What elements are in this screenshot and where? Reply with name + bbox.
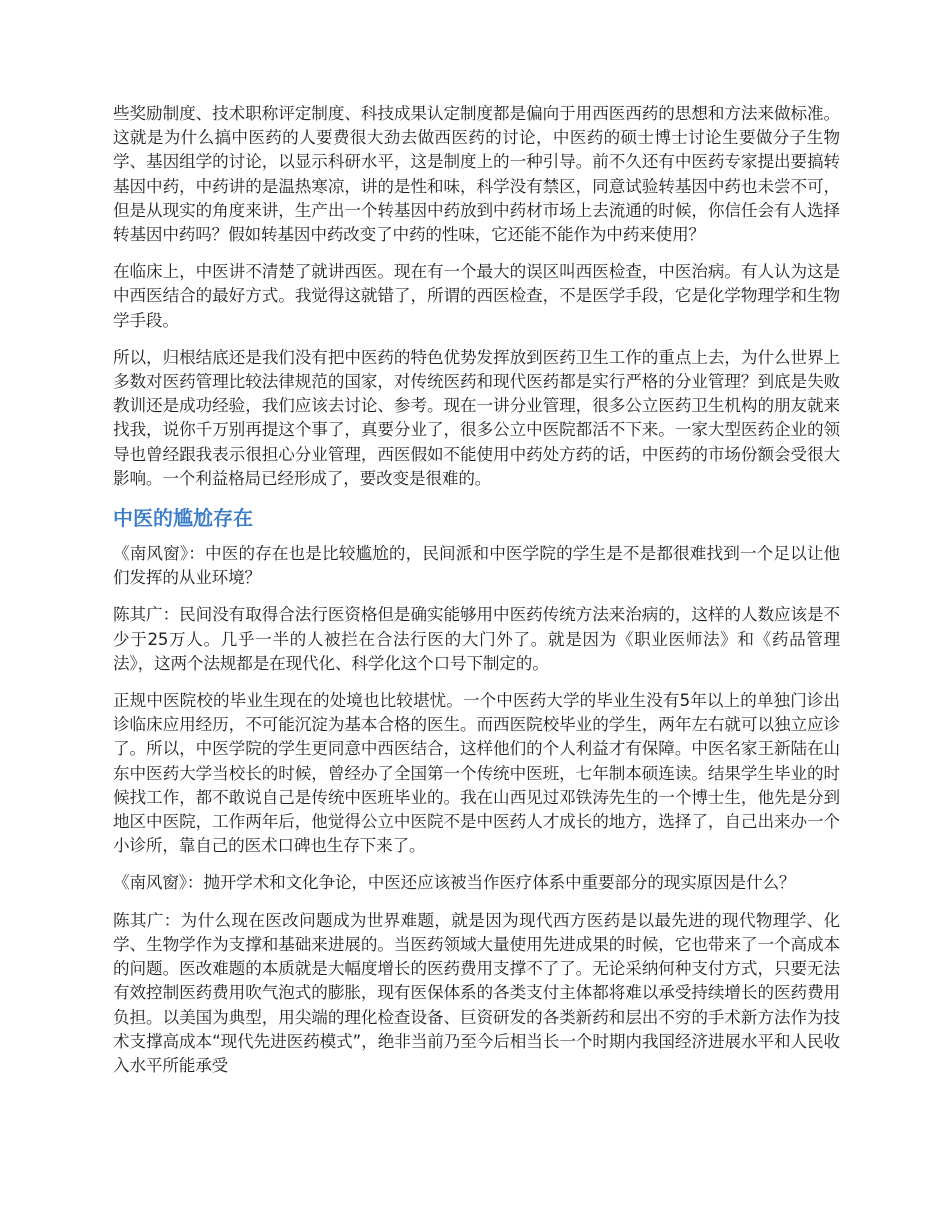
- paragraph: 所以，归根结底还是我们没有把中医药的特色优势发挥放到医药卫生工作的重点上去，为什么世界上多数对医药管理比较法律规范的国家，对传统医药和现代医药都是实行严格的分业管理？到底是失败教训还是成功经验，我们应该去讨论、参考。现在一讲分业管理，很多公立医药卫生机构的朋友就来找我，说你千万别再提这个事了，真要分业了，很多公立中医院都活不下来。一家大型医药企业的领导也曾经跟我表示很担心分业管理，西医假如不能使用中药处方药的话，中医药的市场份额会受很大影响。一个利益格局已经形成了，要改变是很难的。: [113, 347, 840, 488]
- paragraph: 《南风窗》：抛开学术和文化争论，中医还应该被当作医疗体系中重要部分的现实原因是什么？: [113, 873, 796, 893]
- section-heading: 中医的尴尬存在: [113, 506, 253, 531]
- paragraph: 《南风窗》：中医的存在也是比较尴尬的，民间派和中医学院的学生是不是都很难找到一个足以让他们发挥的从业环境？: [113, 544, 840, 588]
- paragraph: 陈其广：为什么现在医改问题成为世界难题，就是因为现代西方医药是以最先进的现代物理学、化学、生物学作为支撑和基础来进展的。当医药领域大量使用先进成果的时候，它也带来了一个高成本的问题。医改难题的本质就是大幅度增长的医药费用支撑不了了。无论采纳何种支付方式，只要无法有效控制医药费用吹气泡式的膨胀，现有医保体系的各类支付主体都将难以承受持续增长的医药费用负担。以美国为典型，用尖端的理化检查设备、巨资研发的各类新药和层出不穷的手术新方法作为技术支撑高成本“现代先进医药模式”，绝非当前乃至今后相当长一个时期内我国经济进展水平和人民收入水平所能承受: [113, 910, 840, 1075]
- document-page: [113, 102, 840, 1091]
- paragraph: 在临床上，中医讲不清楚了就讲西医。现在有一个最大的误区叫西医检查，中医治病。有人认为这是中西医结合的最好方式。我觉得这就错了，所谓的西医检查，不是医学手段，它是化学物理学和生物学手段。: [113, 262, 840, 330]
- paragraph: 些奖励制度、技术职称评定制度、科技成果认定制度都是偏向于用西医西药的思想和方法来做标准。这就是为什么搞中医药的人要费很大劲去做西医药的讨论，中医药的硕士博士讨论生要做分子生物学、基因组学的讨论，以显示科研水平，这是制度上的一种引导。前不久还有中医药专家提出要搞转基因中药，中药讲的是温热寒凉，讲的是性和味，科学没有禁区，同意试验转基因中药也未尝不可，但是从现实的角度来讲，生产出一个转基因中药放到中药材市场上去流通的时候，你信任会有人选择转基因中药吗？假如转基因中药改变了中药的性味，它还能不能作为中药来使用？: [113, 104, 840, 245]
- paragraph: 陈其广：民间没有取得合法行医资格但是确实能够用中医药传统方法来治病的，这样的人数应该是不少于25万人。几乎一半的人被拦在合法行医的大门外了。就是因为《职业医师法》和《药品管理法》，这两个法规都是在现代化、科学化这个口号下制定的。: [113, 605, 840, 673]
- paragraph: 正规中医院校的毕业生现在的处境也比较堪忧。一个中医药大学的毕业生没有5年以上的单独门诊出诊临床应用经历，不可能沉淀为基本合格的医生。而西医院校毕业的学生，两年左右就可以独立应诊了。所以，中医学院的学生更同意中西医结合，这样他们的个人利益才有保障。中医名家王新陆在山东中医药大学当校长的时候，曾经办了全国第一个传统中医班，七年制本硕连读。结果学生毕业的时候找工作，都不敢说自己是传统中医班毕业的。我在山西见过邓铁涛先生的一个博士生，他先是分到地区中医院，工作两年后，他觉得公立中医院不是中医药人才成长的地方，选择了，自己出来办一个小诊所，靠自己的医术口碑也生存下来了。: [113, 691, 840, 856]
